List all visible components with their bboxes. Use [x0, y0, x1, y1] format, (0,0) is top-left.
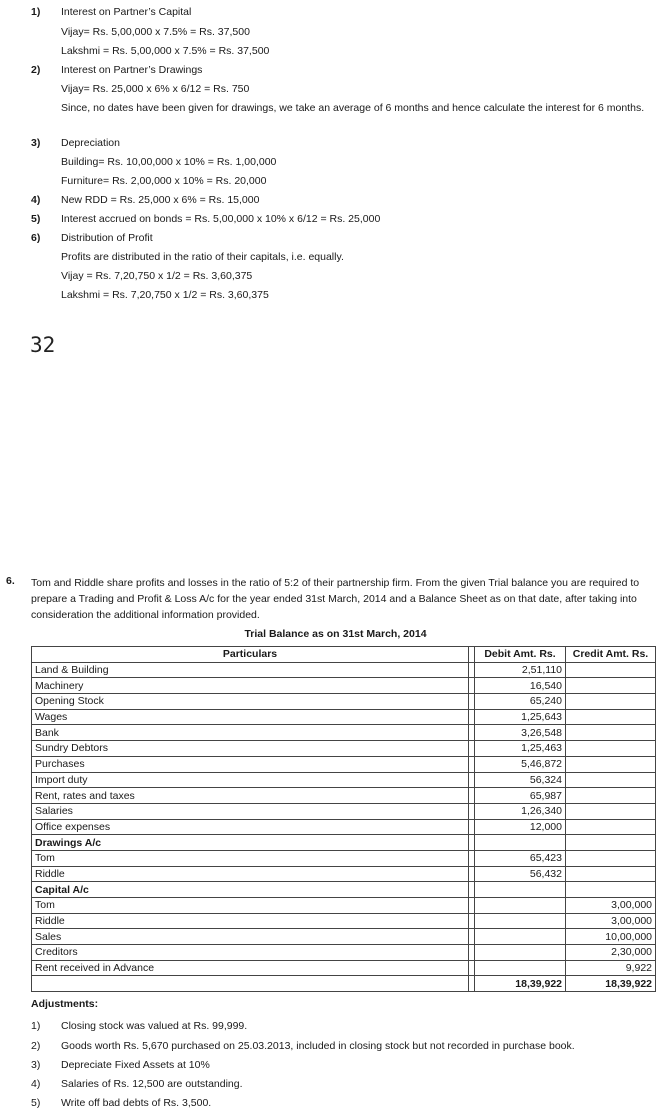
- total-debit-cell: 18,39,922: [475, 976, 566, 992]
- credit-cell: [566, 803, 656, 819]
- debit-cell: 3,26,548: [475, 725, 566, 741]
- debit-cell: 65,240: [475, 694, 566, 710]
- table-row: [32, 756, 656, 772]
- table-title: Trial Balance as on 31st March, 2014: [244, 628, 427, 640]
- credit-cell: [566, 788, 656, 804]
- total-credit-cell: 18,39,922: [566, 976, 656, 992]
- question-number: 6.: [6, 575, 15, 587]
- adjustment-text: Closing stock was valued at Rs. 99,999.: [61, 1020, 248, 1032]
- table-row: [32, 741, 656, 757]
- particular-cell: Purchases: [32, 756, 469, 772]
- credit-cell: 3,00,000: [566, 898, 656, 914]
- note-2-line-1: Vijay= Rs. 25,000 x 6% x 6/12 = Rs. 750: [61, 83, 250, 95]
- credit-cell: [566, 725, 656, 741]
- credit-cell: 3,00,000: [566, 913, 656, 929]
- debit-cell: [475, 960, 566, 976]
- debit-cell: 16,540: [475, 678, 566, 694]
- debit-cell: 5,46,872: [475, 756, 566, 772]
- note-1-line-1: Vijay= Rs. 5,00,000 x 7.5% = Rs. 37,500: [61, 26, 250, 38]
- table-row: [32, 725, 656, 741]
- credit-cell: [566, 819, 656, 835]
- table-row: [32, 803, 656, 819]
- table-header-row: [32, 647, 656, 663]
- particular-cell: Creditors: [32, 945, 469, 961]
- note-6-title: Distribution of Profit: [61, 232, 153, 244]
- particular-cell: Office expenses: [32, 819, 469, 835]
- note-1-title: Interest on Partner’s Capital: [61, 6, 192, 18]
- particular-cell: Capital A/c: [32, 882, 469, 898]
- table-row: [32, 678, 656, 694]
- note-3-title: Depreciation: [61, 137, 120, 149]
- question-text: Tom and Riddle share profits and losses in the ratio of 5:2 of their partnership firm. From the given Trial balance you are required to prepare a Trading and Profit & Loss A/c for the year ended 31st March, 2014 and a Balance Sheet as on that date, after taking into consideration the additional information provided.: [31, 577, 640, 621]
- table-row: [32, 709, 656, 725]
- credit-cell: 10,00,000: [566, 929, 656, 945]
- debit-cell: 1,25,463: [475, 741, 566, 757]
- adjustment-text: Write off bad debts of Rs. 3,500.: [61, 1097, 212, 1109]
- table-row: [32, 835, 656, 851]
- note-6-line-1: Profits are distributed in the ratio of their capitals, i.e. equally.: [61, 251, 344, 263]
- note-5-number: 5): [31, 213, 41, 225]
- debit-cell: 65,987: [475, 788, 566, 804]
- table-row: [32, 694, 656, 710]
- note-1-number: 1): [31, 6, 41, 18]
- debit-cell: [475, 835, 566, 851]
- table-row: [32, 913, 656, 929]
- particular-cell: Rent, rates and taxes: [32, 788, 469, 804]
- particular-cell: Salaries: [32, 803, 469, 819]
- credit-cell: [566, 694, 656, 710]
- note-6-line-2: Vijay = Rs. 7,20,750 x 1/2 = Rs. 3,60,375: [61, 270, 253, 282]
- adjustment-number: 2): [31, 1040, 41, 1052]
- note-2-number: 2): [31, 64, 41, 76]
- credit-cell: [566, 741, 656, 757]
- credit-cell: 2,30,000: [566, 945, 656, 961]
- header-particulars: Particulars: [32, 647, 469, 663]
- table-row: [32, 882, 656, 898]
- debit-cell: 1,25,643: [475, 709, 566, 725]
- table-row: [32, 662, 656, 678]
- debit-cell: 65,423: [475, 850, 566, 866]
- debit-cell: [475, 882, 566, 898]
- credit-cell: [566, 882, 656, 898]
- adjustment-number: 3): [31, 1059, 41, 1071]
- total-label-cell: [32, 976, 469, 992]
- note-6-line-3: Lakshmi = Rs. 7,20,750 x 1/2 = Rs. 3,60,375: [61, 289, 269, 301]
- debit-cell: 12,000: [475, 819, 566, 835]
- table-row: [32, 945, 656, 961]
- credit-cell: [566, 756, 656, 772]
- note-4-number: 4): [31, 194, 41, 206]
- particular-cell: Land & Building: [32, 662, 469, 678]
- particular-cell: Drawings A/c: [32, 835, 469, 851]
- header-credit: Credit Amt. Rs.: [566, 647, 656, 663]
- debit-cell: [475, 945, 566, 961]
- debit-cell: [475, 913, 566, 929]
- table-row: [32, 850, 656, 866]
- adjustment-number: 5): [31, 1097, 41, 1109]
- particular-cell: Riddle: [32, 866, 469, 882]
- header-debit: Debit Amt. Rs.: [475, 647, 566, 663]
- credit-cell: [566, 678, 656, 694]
- particular-cell: Bank: [32, 725, 469, 741]
- credit-cell: [566, 866, 656, 882]
- adjustment-text: Salaries of Rs. 12,500 are outstanding.: [61, 1078, 243, 1090]
- debit-cell: 56,324: [475, 772, 566, 788]
- table-row: [32, 819, 656, 835]
- particular-cell: Riddle: [32, 913, 469, 929]
- particular-cell: Tom: [32, 898, 469, 914]
- debit-cell: 1,26,340: [475, 803, 566, 819]
- credit-cell: [566, 835, 656, 851]
- trial-balance-body: [32, 662, 656, 991]
- table-row: [32, 788, 656, 804]
- particular-cell: Tom: [32, 850, 469, 866]
- page-number: 32: [30, 333, 56, 357]
- particular-cell: Sales: [32, 929, 469, 945]
- note-2-title: Interest on Partner’s Drawings: [61, 64, 203, 76]
- credit-cell: 9,922: [566, 960, 656, 976]
- note-6-number: 6): [31, 232, 41, 244]
- adjustment-text: Depreciate Fixed Assets at 10%: [61, 1059, 210, 1071]
- credit-cell: [566, 850, 656, 866]
- particular-cell: Import duty: [32, 772, 469, 788]
- debit-cell: [475, 929, 566, 945]
- table-row: [32, 898, 656, 914]
- debit-cell: 56,432: [475, 866, 566, 882]
- adjustment-text: Goods worth Rs. 5,670 purchased on 25.03.2013, included in closing stock but not recorded in purchase book.: [61, 1040, 575, 1052]
- particular-cell: Opening Stock: [32, 694, 469, 710]
- adjustment-number: 1): [31, 1020, 41, 1032]
- note-3-number: 3): [31, 137, 41, 149]
- note-3-line-2: Furniture= Rs. 2,00,000 x 10% = Rs. 20,000: [61, 175, 267, 187]
- adjustments-title: Adjustments:: [31, 998, 99, 1010]
- particular-cell: Wages: [32, 709, 469, 725]
- trial-balance-table: [31, 646, 656, 992]
- debit-cell: [475, 898, 566, 914]
- note-2-paragraph: Since, no dates have been given for drawings, we take an average of 6 months and hence calculate the interest for 6 months.: [61, 102, 645, 114]
- table-row: [32, 866, 656, 882]
- particular-cell: Sundry Debtors: [32, 741, 469, 757]
- note-3-line-1: Building= Rs. 10,00,000 x 10% = Rs. 1,00,000: [61, 156, 277, 168]
- credit-cell: [566, 662, 656, 678]
- note-5-text: Interest accrued on bonds = Rs. 5,00,000 x 10% x 6/12 = Rs. 25,000: [61, 213, 381, 225]
- credit-cell: [566, 709, 656, 725]
- note-4-text: New RDD = Rs. 25,000 x 6% = Rs. 15,000: [61, 194, 260, 206]
- adjustment-number: 4): [31, 1078, 41, 1090]
- particular-cell: Rent received in Advance: [32, 960, 469, 976]
- table-row: [32, 929, 656, 945]
- table-row: [32, 772, 656, 788]
- note-1-line-2: Lakshmi = Rs. 5,00,000 x 7.5% = Rs. 37,500: [61, 45, 270, 57]
- particular-cell: Machinery: [32, 678, 469, 694]
- debit-cell: 2,51,110: [475, 662, 566, 678]
- table-row: [32, 960, 656, 976]
- credit-cell: [566, 772, 656, 788]
- total-row: [32, 976, 656, 992]
